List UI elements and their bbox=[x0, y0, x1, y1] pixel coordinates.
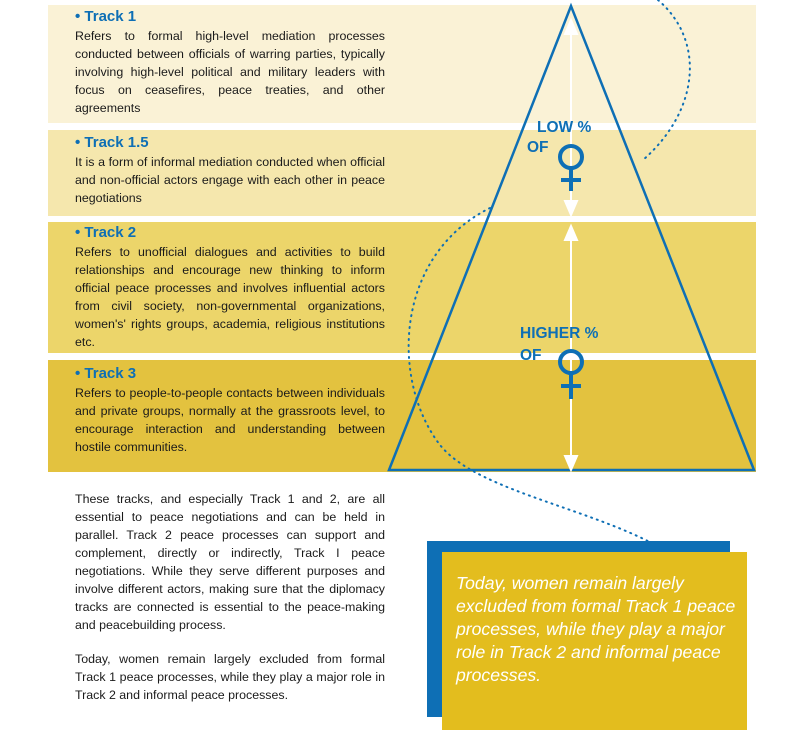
track-2-description: Refers to unofficial dialogues and activities to build relationships and encourage new thinking to inform official peace processes and involves influential actors from civil society, non-governmental organizations, women's' rights groups, academia, religious institutions etc. bbox=[75, 245, 385, 349]
track-3-section bbox=[75, 365, 385, 456]
higher-of-label: OF bbox=[520, 347, 542, 364]
dotted-curve-bottom bbox=[409, 208, 680, 560]
track-1-5-description: It is a form of informal mediation conducted when official and non-official actors engage with each other in peace negotiations bbox=[75, 155, 385, 205]
track-1-5-section bbox=[75, 134, 385, 207]
upper-arrow-head-bottom bbox=[565, 201, 577, 215]
track-1-5-title: • Track 1.5 bbox=[75, 134, 149, 151]
body-paragraph-2: Today, women remain largely excluded from formal Track 1 peace processes, while they play a major role in Track 2 and informal peace processes. bbox=[75, 652, 385, 702]
dotted-curve-top bbox=[643, 0, 690, 160]
track-2-section bbox=[75, 224, 385, 351]
higher-percent-label: HIGHER % bbox=[520, 325, 599, 342]
lower-arrow-head-top bbox=[565, 226, 577, 240]
low-of-label: OF bbox=[527, 139, 549, 156]
track-3-description: Refers to people-to-people contacts between individuals and private groups, normally at the grassroots level, to encourage interaction and understanding between hostile communities. bbox=[75, 386, 385, 454]
track-1-section bbox=[75, 8, 385, 117]
track-1-description: Refers to formal high-level mediation processes conducted between officials of warring parties, typically involving high-level political and military leaders with focus on ceasefires, peace treaties, and other agreements bbox=[75, 29, 385, 115]
body-paragraph-1: These tracks, and especially Track 1 and 2, are all essential to peace negotiations and can be held in parallel. Track 2 peace processes can support and complement, directly or indirectly, Track I peace negotiations. While they serve different purposes and involve different actors, making sure that the diplomacy tracks are connected is essential to the peace-making and peacebuilding process. bbox=[75, 492, 385, 632]
callout-box bbox=[442, 552, 747, 730]
track-2-title: • Track 2 bbox=[75, 224, 137, 241]
lower-arrow-head-bottom bbox=[565, 456, 577, 470]
low-percent-label: LOW % bbox=[537, 119, 592, 136]
track-3-title: • Track 3 bbox=[75, 365, 137, 382]
upper-arrow-head-top bbox=[565, 20, 577, 34]
callout-text: Today, women remain largely excluded from formal Track 1 peace processes, while they play a major role in Track 2 and informal peace processes. bbox=[456, 573, 736, 685]
track-1-title: • Track 1 bbox=[75, 8, 137, 25]
